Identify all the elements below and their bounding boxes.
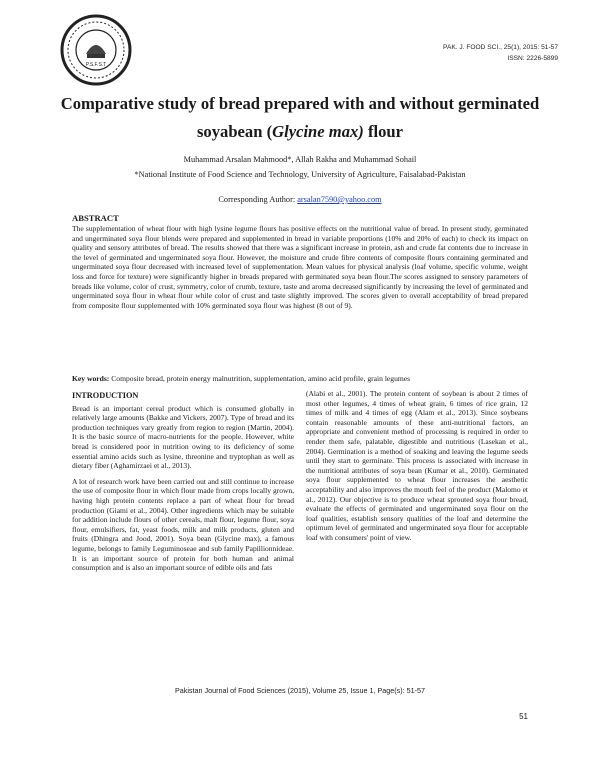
- intro-paragraph-1: Bread is an important cereal product which is consumed globally in relatively large amounts (Bakke and Vickers, 2007). Type of bread and its production techniques vary greatly from region to region (Martin, 2004). It is the basic source of macro-nutrients for the people. However, white bread is considered poor in nutrition owing to its deficiency of some essential amino acids such as lysine, threonine and tryptophan as well as dietary fiber (Aghamirzaei et al., 2013).: [72, 403, 294, 471]
- author-email-link[interactable]: arsalan7590@yahoo.com: [297, 195, 382, 204]
- intro-paragraph-3: (Alabi et al., 2001). The protein content of soybean is about 2 times of most other legumes, 4 times of wheat grain, 6 times of rice grain, 12 times of milk and 4 times of egg (Alam et al., 2013). Since soybeans contain reasonable amounts of these anti-nutritional factors, an appropriate and convenient method of processing is required in order to render them safe, palatable, digestible and nutritious (Lasekan et al., 2004). Germination is a method of soaking and leaving the legume seeds until they start to germinate. This process is associated with increase in the nutritional attributes of soya bean (Kumar et al., 2010). Germinated soya flour supplemented to wheat flour increases the aesthetic acceptability and also improves the mouth feel of the product (Malomo et al., 2012). Our objective is to produce wheat sprouted soya flour bread, evaluate the effects of germinated and ungerminated soya flour on the loaf qualities, establish sensory qualities of the loaf and determine the optimum level of germinated and ungerminated soya flour for acceptable loaf with consumers' point of view.: [306, 389, 528, 542]
- issn: ISSN: 2226-5899: [507, 55, 558, 62]
- keywords-label: Key words:: [72, 374, 112, 383]
- footer-citation: Pakistan Journal of Food Sciences (2015), Volume 25, Issue 1, Page(s): 51-57: [174, 686, 426, 695]
- keywords-text: Composite bread, protein energy malnutrition, supplementation, amino acid profile, grain legumes: [111, 374, 411, 383]
- journal-citation: PAK. J. FOOD SCI., 25(1), 2015: 51-57: [443, 44, 558, 51]
- introduction-heading: INTRODUCTION: [72, 391, 139, 400]
- journal-reference: [443, 42, 558, 64]
- column-left: [72, 391, 294, 579]
- journal-logo: [60, 14, 132, 86]
- title-species: Glycine max): [272, 122, 364, 141]
- affiliation: *National Institute of Food Science and Technology, University of Agriculture, Faisalabad-Pakistan: [134, 170, 466, 179]
- author-list: Muhammad Arsalan Mahmood*, Allah Rakha and Muhammad Sohail: [183, 155, 417, 164]
- abstract-text: The supplementation of wheat flour with high lysine legume flours has positive effects on the nutritional value of bread. In present study, germinated and ungerminated soya flour blends were prepared and supplemented in bread in variable proportions (10% and 20% of each) to check its impact on quality and sensory attributes of bread. The results showed that there was a significant increase in protein, ash and crude fat contents due to increase in the level of germinated and ungerminated soya flour. However, the moisture and crude fibre contents of composite flours containing germinated and ungerminated soya flour decreased with increased level of supplementation. Mean values for physical analysis (loaf volume, specific volume, weight loss and force for texture) were significantly higher in breads prepared with germinated soya bean flour.The scores assigned to sensory parameters of breads like volume, color of crust, symmetry, color of crumb, texture, taste and aroma decreased significantly by increasing the level of germinated and ungerminated soya flour in wheat flour while color of crust and taste slightly improved. The scores given to overall acceptability of bread prepared from composite flour supplemented with 10% germinated soya flour was highest (8 out of 9).: [72, 224, 528, 310]
- intro-paragraph-2: A lot of research work have been carried out and still continue to increase the use of composite flour in which flour made from crops locally grown, having high protein contents replace a part of wheat flour for bread production (Giami et al., 2004). Other ingredients which may be suitable for addition include flours of other cereals, malt flour, legume flour, soya flour, emulsifiers, fat, yeast foods, milk and milk products, gluten and fruits (Dhingra and Jood, 2001). Soya bean (Glycine max), a famous legume, belongs to family Leguminoseae and sub family Papillionnideae. It is an important source of protein for both human and animal consumption and is also an important source of edible oils and fats: [72, 476, 294, 573]
- logo-text: P.S.F.S.T: [85, 62, 107, 68]
- corresponding-label: Corresponding Author:: [218, 195, 298, 204]
- title-line-1: Comparative study of bread prepared with and without germinated: [60, 94, 540, 113]
- title-line-2-prefix: soyabean (: [196, 122, 273, 141]
- keywords: [72, 374, 528, 384]
- page-number: 51: [519, 712, 528, 721]
- abstract-heading: ABSTRACT: [72, 213, 119, 223]
- paper-title: [40, 90, 560, 146]
- corresponding-author: [0, 195, 600, 204]
- column-right: [306, 389, 528, 549]
- title-line-2-suffix: flour: [363, 122, 404, 141]
